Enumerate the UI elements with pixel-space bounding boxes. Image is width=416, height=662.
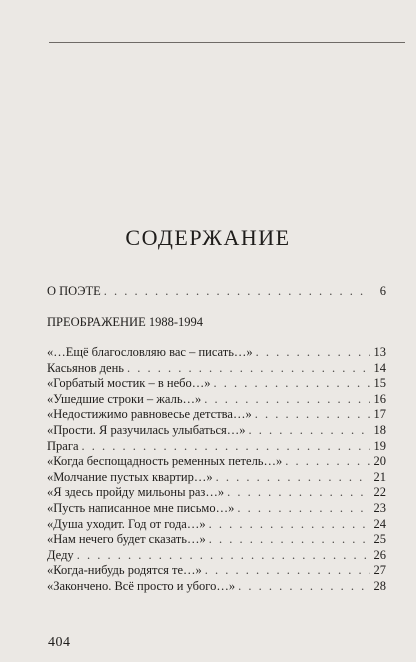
header-rule <box>49 42 405 43</box>
toc-entry-title: «Когда беспощадность ременных петель…» <box>47 454 283 469</box>
toc-entry-title: «Душа уходит. Год от года…» <box>47 516 206 531</box>
dot-leader <box>256 345 370 361</box>
dot-leader <box>205 563 370 579</box>
toc-entry[interactable] <box>47 284 386 300</box>
toc-entry-page: 24 <box>373 516 386 531</box>
toc-entry-title: Деду <box>47 547 74 562</box>
toc-entry[interactable] <box>47 532 386 548</box>
toc-entry-page: 17 <box>373 407 386 422</box>
dot-leader <box>77 548 370 564</box>
toc-entry[interactable] <box>47 345 386 361</box>
toc-entry-page: 26 <box>373 547 386 562</box>
dot-leader <box>238 579 370 595</box>
toc-entry-page: 21 <box>373 469 386 484</box>
toc-entry[interactable] <box>47 485 386 501</box>
toc-entry-page: 16 <box>373 391 386 406</box>
toc-entry-title: «Молчание пустых квартир…» <box>47 469 213 484</box>
toc-entry-page: 19 <box>373 438 386 453</box>
toc-list <box>47 345 386 595</box>
toc-entry-page: 20 <box>373 454 386 469</box>
toc-entry-title: О ПОЭТЕ <box>47 284 101 298</box>
toc-entry[interactable] <box>47 454 386 470</box>
toc-entry[interactable] <box>47 407 386 423</box>
toc-entry-page: 28 <box>373 578 386 593</box>
dot-leader <box>82 439 370 455</box>
toc-entry-page: 23 <box>373 500 386 515</box>
dot-leader <box>209 532 370 548</box>
toc-entry[interactable] <box>47 423 386 439</box>
dot-leader <box>227 485 370 501</box>
toc-entry-title: «Когда-нибудь родятся те…» <box>47 563 202 578</box>
toc-entry-title: «Недостижимо равновесье детства…» <box>47 407 252 422</box>
toc-entry[interactable] <box>47 548 386 564</box>
toc-entry[interactable] <box>47 470 386 486</box>
toc-entry[interactable] <box>47 392 386 408</box>
toc-entry-title: «Закончено. Всё просто и убого…» <box>47 578 236 593</box>
dot-leader <box>285 454 370 470</box>
toc-entry-title: Касьянов день <box>47 360 124 375</box>
dot-leader <box>255 407 370 423</box>
toc-entry-page: 27 <box>373 563 386 578</box>
toc-entry[interactable] <box>47 439 386 455</box>
toc-entry[interactable] <box>47 517 386 533</box>
dot-leader <box>204 392 370 408</box>
toc-entry-title: «Я здесь пройду мильоны раз…» <box>47 485 225 500</box>
toc-entry-page: 18 <box>373 422 386 437</box>
toc-entry-page: 13 <box>373 345 386 359</box>
toc-entry-page: 25 <box>373 532 386 547</box>
toc-entry[interactable] <box>47 376 386 392</box>
dot-leader <box>249 423 371 439</box>
toc-entry[interactable] <box>47 501 386 517</box>
toc-entry-title: «Нам нечего будет сказать…» <box>47 532 206 547</box>
toc-entry-page: 6 <box>379 284 386 298</box>
dot-leader <box>104 284 370 300</box>
toc-entry[interactable] <box>47 579 386 595</box>
toc-entry-page: 22 <box>373 485 386 500</box>
page-number: 404 <box>48 635 71 650</box>
section-title: ПРЕОБРАЖЕНИЕ 1988-1994 <box>47 315 204 329</box>
page-title: СОДЕРЖАНИЕ <box>125 225 291 250</box>
section-heading <box>47 315 386 330</box>
toc-entry-page: 14 <box>373 360 386 375</box>
toc-entry-page: 15 <box>373 376 386 391</box>
toc-entry-title: «Прости. Я разучилась улыбаться…» <box>47 422 246 437</box>
toc-entry-title: «…Ещё благословляю вас – писать…» <box>47 345 253 359</box>
dot-leader <box>209 517 370 533</box>
dot-leader <box>216 470 370 486</box>
toc-entry-title: «Ушедшие строки – жаль…» <box>47 391 202 406</box>
toc-entry-title: Прага <box>47 438 79 453</box>
toc-entry-title: «Пусть написанное мне письмо…» <box>47 500 235 515</box>
toc-entry-title: «Горбатый мостик – в небо…» <box>47 376 211 391</box>
toc-about <box>47 284 386 300</box>
toc-entry[interactable] <box>47 361 386 377</box>
dot-leader <box>127 361 370 377</box>
dot-leader <box>214 376 370 392</box>
dot-leader <box>237 501 370 517</box>
toc-entry[interactable] <box>47 563 386 579</box>
